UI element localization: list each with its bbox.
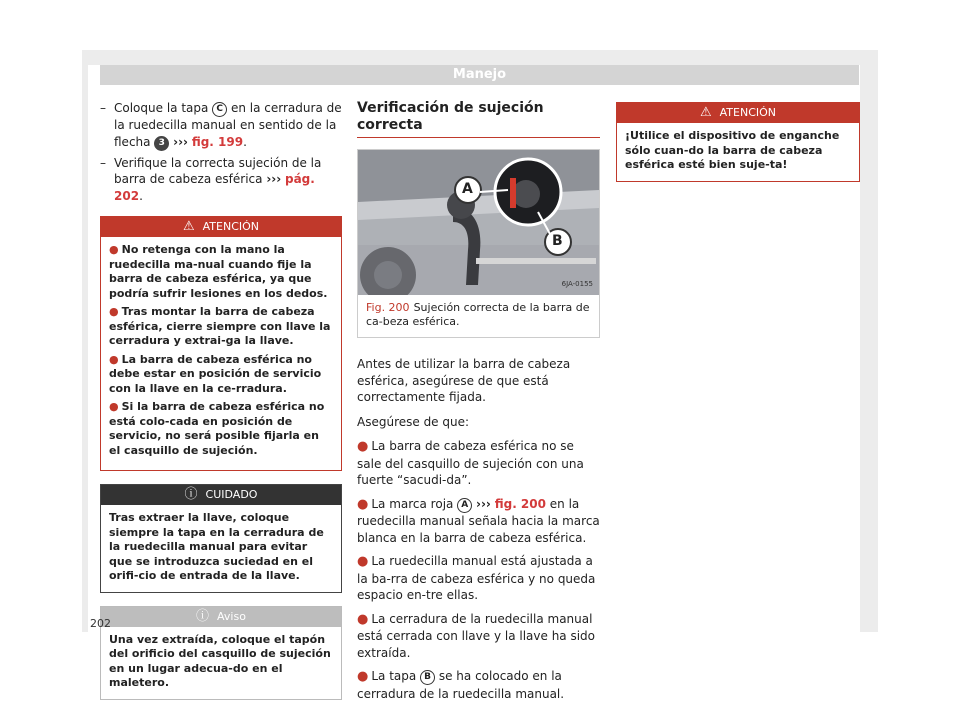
check-text: se ha colocado en la cerradura de la ruedecilla manual. [357, 669, 565, 701]
callout-a: A [462, 181, 473, 197]
atencion-box-right [616, 102, 860, 182]
caption-text: Sujeción correcta de la barra de ca-beza esférica. [366, 301, 590, 328]
cuidado-header [101, 485, 341, 505]
figure-label: Fig. 200 [366, 301, 410, 314]
info-square-icon: ⓘ [196, 608, 210, 624]
aviso-body: Una vez extraída, coloque el tapón del orificio del casquillo de sujeción en un lugar adecua-do en el maletero. [109, 632, 331, 689]
crossref-arrow: ››› [476, 496, 491, 511]
bullet-icon: ● [357, 439, 369, 454]
check-item [357, 438, 600, 489]
atencion-bullet [109, 243, 333, 301]
figure-caption [358, 295, 599, 337]
towbar-illustration [358, 150, 599, 295]
page-link[interactable]: pág. 202 [114, 172, 315, 203]
check-text: La marca roja [371, 496, 458, 511]
bullet-icon: ● [109, 305, 119, 318]
bullet-text: Si la barra de cabeza esférica no está colo-cada en posición de servicio, no será posible fijarla en el casquillo de sujeción. [109, 400, 325, 457]
check-item [357, 668, 600, 702]
bullet-icon: ● [109, 243, 119, 256]
atencion-title: ATENCIÓN [719, 106, 777, 119]
intro-paragraph: Antes de utilizar la barra de cabeza esférica, asegúrese de que está correctamente fijada. [357, 357, 571, 404]
bullet-icon: ● [109, 352, 119, 366]
label-a-badge: A [457, 498, 472, 513]
towbar-photo [358, 150, 599, 295]
figure-200 [357, 149, 600, 338]
step-text: . [139, 188, 143, 203]
bullet-icon: ● [357, 611, 369, 627]
instruction-step [100, 155, 342, 205]
callout-b: B [552, 233, 563, 249]
column-middle [357, 100, 600, 709]
crossref-arrow: ››› [173, 134, 188, 149]
section-title: Verificación de sujeción correcta [357, 100, 600, 138]
figure-code: 6JA-0155 [561, 279, 593, 288]
column-right [616, 102, 860, 182]
atencion-bullet [109, 353, 333, 397]
aviso-box [100, 606, 342, 700]
page-number: 202 [90, 617, 111, 630]
bullet-text: No retenga con la mano la ruedecilla ma-nual cuando fije la barra de cabeza esférica, ya que podría sufrir lesiones en los dedos. [109, 243, 328, 300]
cuidado-box [100, 484, 342, 593]
check-text: La barra de cabeza esférica no se sale del casquillo de sujeción con una fuerte “sacudi-da”. [357, 439, 584, 487]
figure-link[interactable]: fig. 199 [191, 134, 244, 149]
bullet-text: La barra de cabeza esférica no debe estar en posición de servicio con la llave en la ce-rradura. [109, 352, 322, 395]
atencion-bullet [109, 400, 333, 458]
dash-marker: – [100, 101, 106, 115]
cuidado-title: CUIDADO [205, 488, 258, 501]
label-b-badge: B [420, 670, 435, 685]
figure-link[interactable]: fig. 200 [494, 496, 546, 511]
check-text: en la ruedecilla manual señala hacia la marca blanca en la barra de cabeza esférica. [357, 496, 600, 545]
bullet-icon: ● [109, 400, 119, 413]
atencion-title: ATENCIÓN [202, 220, 260, 233]
info-circle-icon: ⓘ [184, 487, 198, 502]
ensure-paragraph: Asegúrese de que: [357, 414, 470, 429]
dash-marker: – [100, 155, 106, 170]
check-item [357, 496, 600, 547]
atencion-body [101, 237, 341, 470]
check-text: La ruedecilla manual está ajustada a la ba-rra de cabeza esférica y no queda espacio en-tre ellas. [357, 554, 596, 602]
aviso-header [101, 607, 341, 627]
step-text: en la cerradura de la ruedecilla manual en sentido de la flecha [114, 101, 342, 149]
atencion-box [100, 216, 342, 471]
aviso-title: Aviso [217, 609, 246, 623]
instruction-step [100, 100, 342, 151]
crossref-arrow: ››› [266, 172, 282, 186]
column-left [100, 100, 342, 700]
check-text: La tapa [371, 669, 421, 683]
label-c-badge: C [212, 102, 227, 117]
warning-triangle-icon: ⚠ [182, 219, 195, 234]
bullet-icon: ● [357, 669, 369, 684]
bullet-icon: ● [357, 496, 369, 512]
cuidado-body: Tras extraer la llave, coloque siempre la tapa en la cerradura de la ruedecilla manual para evitar que se introduzca suciedad en el orifi-cio de entrada de la llave. [109, 511, 324, 582]
bullet-icon: ● [357, 554, 369, 569]
atencion-header [101, 217, 341, 237]
bullet-text: Tras montar la barra de cabeza esférica, cierre siempre con llave la cerradura y extrai-ga la llave. [109, 305, 331, 347]
arrow-3-badge: 3 [154, 136, 169, 151]
atencion-header [617, 103, 859, 123]
step-text: Verifique la correcta sujeción de la barra de cabeza esférica [114, 155, 322, 186]
step-text: . [243, 134, 247, 149]
atencion-body: ¡Utilice el dispositivo de enganche sólo cuan-do la barra de cabeza esférica esté bien suje-ta! [625, 129, 840, 171]
step-text: Coloque la tapa [114, 101, 213, 115]
atencion-bullet [109, 305, 333, 349]
check-text: La cerradura de la ruedecilla manual está cerrada con llave y la llave ha sido extraída. [357, 611, 596, 660]
check-item [357, 611, 600, 662]
section-header: Manejo [100, 65, 859, 85]
warning-triangle-icon: ⚠ [699, 105, 712, 120]
check-item [357, 553, 600, 604]
